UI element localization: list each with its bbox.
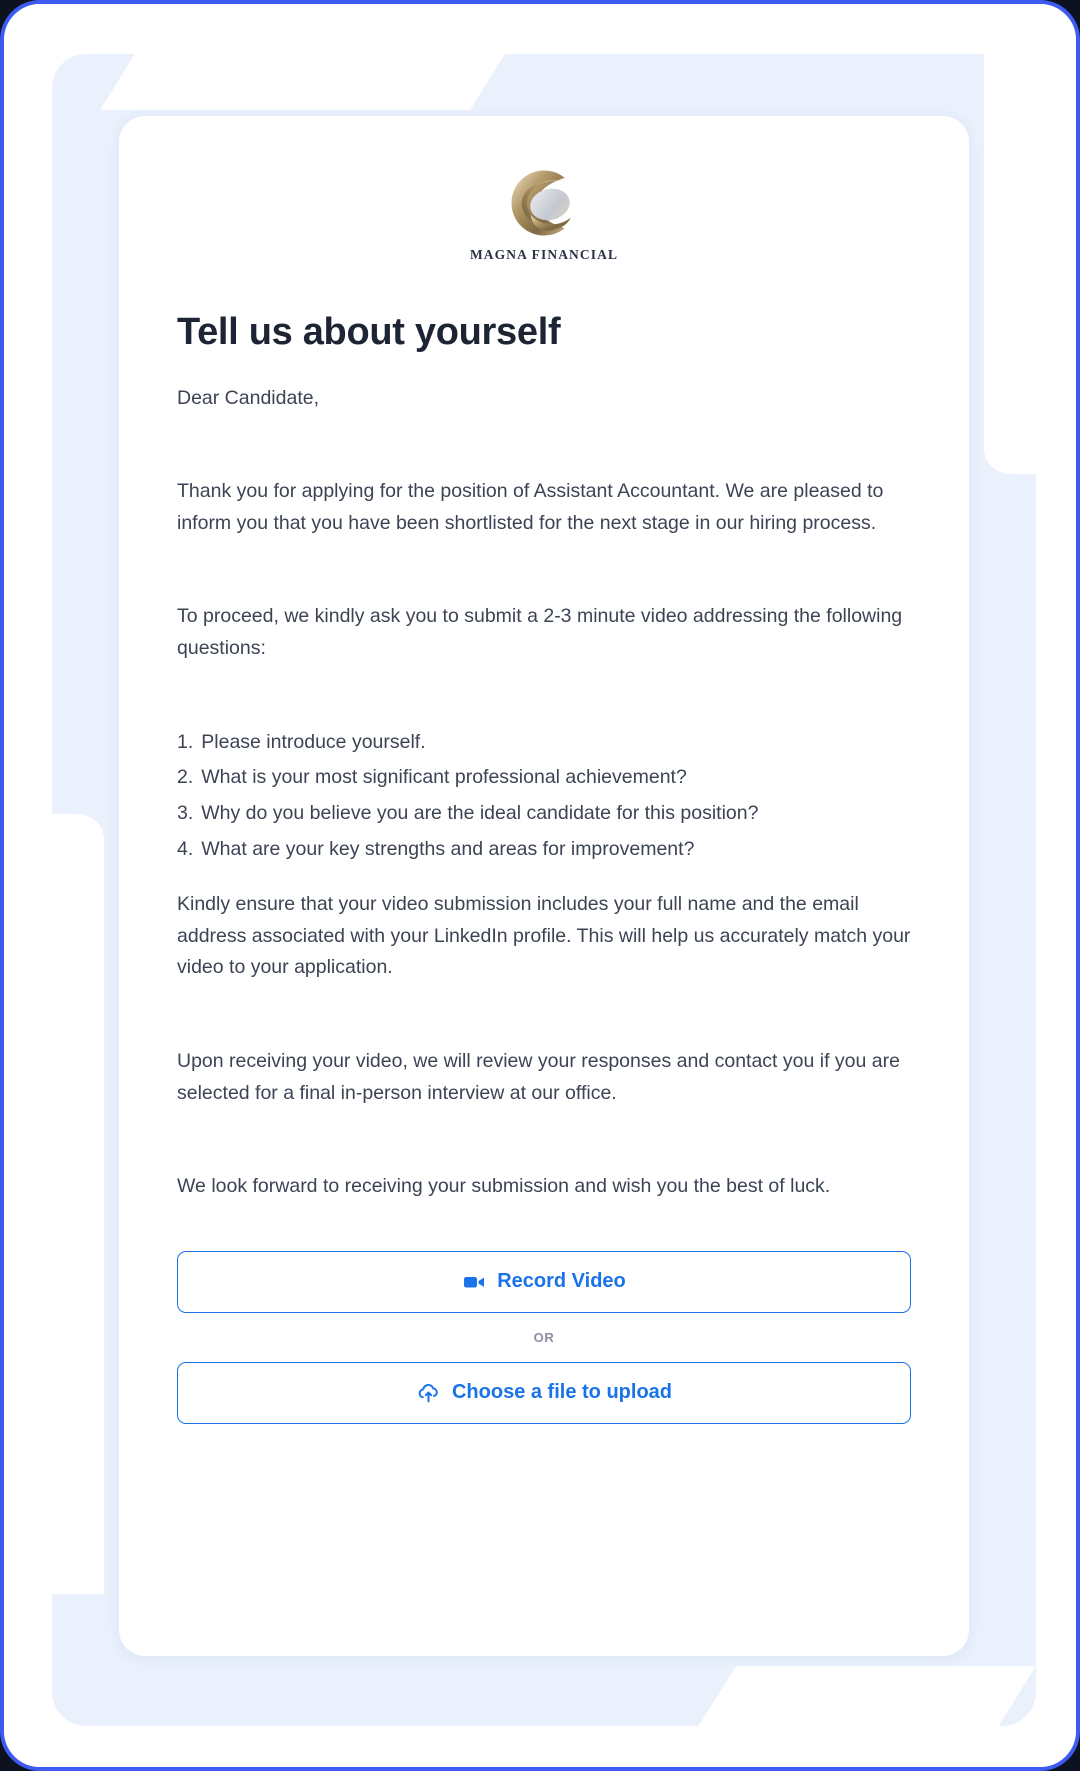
- list-item: [177, 832, 911, 868]
- decorative-strip-left: [52, 814, 104, 1594]
- sphere-swoosh-logo-icon: [507, 166, 581, 240]
- question-text: What is your most significant professional achievement?: [201, 766, 687, 789]
- decorative-notch-bottom-right: [699, 1666, 1036, 1726]
- record-video-button[interactable]: [177, 1251, 911, 1313]
- paragraph-review: Upon receiving your video, we will review your responses and contact you if you are selected for a final in-person interview at our office.: [177, 1050, 900, 1104]
- brand-logo-block: [177, 116, 911, 263]
- salutation-text: Dear Candidate,: [177, 386, 320, 409]
- or-divider-label: OR: [533, 1329, 555, 1345]
- brand-wordmark: MAGNA FINANCIAL: [469, 247, 619, 262]
- cloud-upload-icon: [416, 1380, 441, 1405]
- question-list: [177, 725, 911, 868]
- list-item: [177, 796, 911, 832]
- question-text: Why do you believe you are the ideal candidate for this position?: [201, 801, 759, 824]
- action-section: [177, 1251, 911, 1424]
- decorative-strip-right: [984, 54, 1036, 474]
- question-text: What are your key strengths and areas for improvement?: [201, 837, 695, 860]
- choose-file-label: Choose a file to upload: [451, 1381, 672, 1404]
- paragraph-thank-you: Thank you for applying for the position of Assistant Accountant. We are pleased to inform you that you have been shortlisted for the next stage in our hiring process.: [177, 480, 884, 534]
- question-number: 4.: [177, 837, 194, 860]
- question-number: 1.: [177, 730, 194, 753]
- question-number: 2.: [177, 766, 194, 789]
- question-text: Please introduce yourself.: [201, 730, 426, 753]
- list-item: [177, 725, 911, 761]
- question-number: 3.: [177, 801, 194, 824]
- choose-file-button[interactable]: [177, 1362, 911, 1424]
- content-card: [119, 116, 969, 1656]
- decorative-notch-top-left: [100, 54, 505, 110]
- list-item: [177, 760, 911, 796]
- page-title: Tell us about yourself: [177, 311, 561, 353]
- paragraph-instructions: To proceed, we kindly ask you to submit a 2-3 minute video addressing the following questions:: [177, 605, 903, 659]
- video-camera-icon: [462, 1270, 486, 1294]
- paragraph-closing: We look forward to receiving your submission and wish you the best of luck.: [177, 1175, 831, 1198]
- record-video-label: Record Video: [497, 1270, 626, 1293]
- paragraph-ensure: Kindly ensure that your video submission includes your full name and the email address associated with your LinkedIn profile. This will help us accurately match your video to your application.: [177, 893, 911, 979]
